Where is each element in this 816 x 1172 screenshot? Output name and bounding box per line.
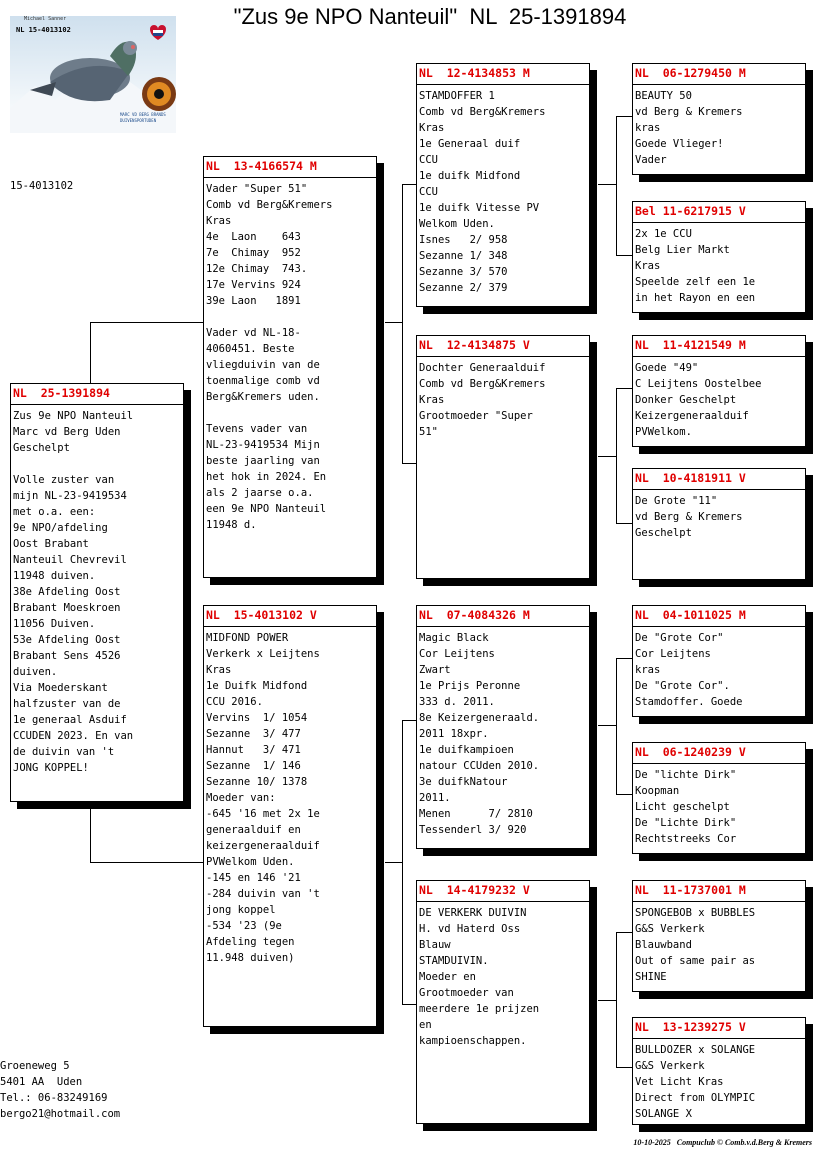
pigeon-notes: De "Grote Cor" Cor Leijtens kras De "Grote Cor". Stamdoffer. Goede [635,632,743,708]
owner-phone: Tel.: 06-83249169 [0,1092,108,1104]
connector [616,932,617,1068]
ring-number: NL 07-4084326 M [417,608,589,627]
ring-number: NL 06-1240239 V [633,745,805,764]
connector [90,802,91,863]
pigeon-photo [10,16,176,133]
connector [616,1067,632,1068]
photo-caption-2: DUIVENSPORTUDEN [120,118,157,123]
ring-number: NL 11-4121549 M [633,338,805,357]
connector [616,658,617,795]
pigeon-dam-dam[interactable] [416,880,590,1124]
ring-number: NL 06-1279450 M [633,66,805,85]
photo-owner: Michael Sanner [24,16,67,22]
connector [598,725,616,726]
connector [616,658,632,659]
pigeon-notes: DE VERKERK DUIVIN H. vd Haterd Oss Blauw STAMDUIVIN. Moeder en Grootmoeder van meerdere 1e prijzen en kampioenschappen. [419,907,540,1047]
pigeon-notes: MIDFOND POWER Verkerk x Leijtens Kras 1e Duifk Midfond CCU 2016. Vervins 1/ 1054 Sezanne 3/ 477 Hannut 3/ 471 Sezanne 1/ 146 Sezanne 10/ 1378 Moeder van: -645 '16 met 2x 1e generaalduif en keizergeneraalduif PVWelkom Uden. -145 en 146 '21 -284 duivin van 't jong koppel -534 '23 (9e Afdeling tegen 11.948 duiven) [206,632,320,964]
connector [616,116,632,117]
connector [598,184,616,185]
connector [616,523,632,524]
pigeon-sss[interactable] [632,63,806,175]
connector [402,184,416,185]
connector [385,322,402,323]
ring-number: NL 15-4013102 V [204,608,376,627]
photo-ring: NL 15-4013102 [16,26,71,34]
pigeon-sds[interactable] [632,335,806,447]
page-title: "Zus 9e NPO Nanteuil" NL 25-1391894 [233,4,627,29]
pigeon-notes: Vader "Super 51" Comb vd Berg&Kremers Kras 4e Laon 643 7e Chimay 952 12e Chimay 743. 17e Vervins 924 39e Laon 1891 Vader vd NL-18- 4060451. Beste vliegduivin van de toenmalige comb vd Berg&Kremers uden. Tevens vader van NL-23-9419534 Mijn beste jaarling van het hok in 2024. En als 2 jaarse o.a. een 9e NPO Nanteuil 11948 d. [206,183,333,531]
pigeon-sire-dam[interactable] [416,335,590,579]
pigeon-sire-sire[interactable] [416,63,590,307]
ring-number: NL 04-1011025 M [633,608,805,627]
ring-number: NL 25-1391894 [11,386,183,405]
pigeon-dam[interactable] [203,605,377,1027]
pigeon-notes: Goede "49" C Leijtens Oostelbee Donker Geschelpt Keizergeneraalduif PVWelkom. [635,362,762,438]
owner-postcode: 5401 AA Uden [0,1076,83,1088]
pigeon-notes: 2x 1e CCU Belg Lier Markt Kras Speelde zelf een 1e in het Rayon en een [635,228,756,304]
footer [633,1138,812,1147]
pigeon-notes: SPONGEBOB x BUBBLES G&S Verkerk Blauwband Out of same pair as SHINE [635,907,756,983]
pigeon-sire[interactable] [203,156,377,578]
footer-date: 10-10-2025 [633,1138,671,1147]
owner-address: Groeneweg 5 [0,1060,70,1072]
connector [616,388,617,524]
footer-credit: Compuclub © Comb.v.d.Berg & Kremers [676,1138,812,1147]
pigeon-notes: Dochter Generaalduif Comb vd Berg&Kremers Kras Grootmoeder "Super 51" [419,362,546,438]
pigeon-ssd[interactable] [632,201,806,313]
connector [90,322,204,323]
pigeon-notes: BULLDOZER x SOLANGE G&S Verkerk Vet Licht Kras Direct from OLYMPIC SOLANGE X [635,1044,756,1120]
pigeon-notes: BEAUTY 50 vd Berg & Kremers kras Goede Vlieger! Vader [635,90,743,166]
ring-number: NL 12-4134875 V [417,338,589,357]
pigeon-ddd[interactable] [632,1017,806,1125]
pigeon-dam-sire[interactable] [416,605,590,849]
connector [90,322,91,384]
pigeon-notes: De "lichte Dirk" Koopman Licht geschelpt De "Lichte Dirk" Rechtstreeks Cor [635,769,737,845]
connector [616,116,617,256]
connector [90,862,204,863]
connector [402,184,403,464]
ring-number: NL 12-4134853 M [417,66,589,85]
pigeon-dsd[interactable] [632,742,806,854]
ring-number: NL 11-1737001 M [633,883,805,902]
ring-number: Bel 11-6217915 V [633,204,805,223]
side-ring-label: 15-4013102 [10,180,74,192]
pigeon-sdd[interactable] [632,468,806,580]
ring-number: NL 10-4181911 V [633,471,805,490]
connector [598,1000,616,1001]
pigeon-dss[interactable] [632,605,806,717]
ring-number: NL 13-4166574 M [204,159,376,178]
connector [616,932,632,933]
connector [402,720,416,721]
connector [616,255,632,256]
pigeon-notes: De Grote "11" vd Berg & Kremers Geschelpt [635,495,743,539]
connector [402,720,403,1005]
connector [385,862,402,863]
pigeon-notes: Zus 9e NPO Nanteuil Marc vd Berg Uden Geschelpt Volle zuster van mijn NL-23-9419534 met o.a. een: 9e NPO/afdeling Oost Brabant Nanteuil Chevrevil 11948 duiven. 38e Afdeling Oost Brabant Moeskroen 11056 Duiven. 53e Afdeling Oost Brabant Sens 4526 duiven. Via Moederskant halfzuster van de 1e generaal Asduif CCUDEN 2023. En van de duivin van 't JONG KOPPEL! [13,410,134,774]
connector [402,463,416,464]
pigeon-notes: Magic Black Cor Leijtens Zwart 1e Prijs Peronne 333 d. 2011. 8e Keizergeneraald. 2011 18xpr. 1e duifkampioen natour CCUden 2010. 3e duifkNatour 2011. Menen 7/ 2810 Tessenderl 3/ 920 [419,632,540,836]
ring-number: NL 14-4179232 V [417,883,589,902]
connector [616,388,632,389]
photo-caption-1: MARC VD BERG BRANDS [120,112,166,117]
owner-email[interactable]: bergo21@hotmail.com [0,1108,121,1120]
connector [616,794,632,795]
connector [402,1004,416,1005]
ring-number: NL 13-1239275 V [633,1020,805,1039]
pigeon-notes: STAMDOFFER 1 Comb vd Berg&Kremers Kras 1e Generaal duif CCU 1e duifk Midfond CCU 1e duifk Vitesse PV Welkom Uden. Isnes 2/ 958 Sezanne 1/ 348 Sezanne 3/ 570 Sezanne 2/ 379 [419,90,546,294]
pigeon-dds[interactable] [632,880,806,992]
connector [598,456,616,457]
pigeon-main[interactable] [10,383,184,802]
